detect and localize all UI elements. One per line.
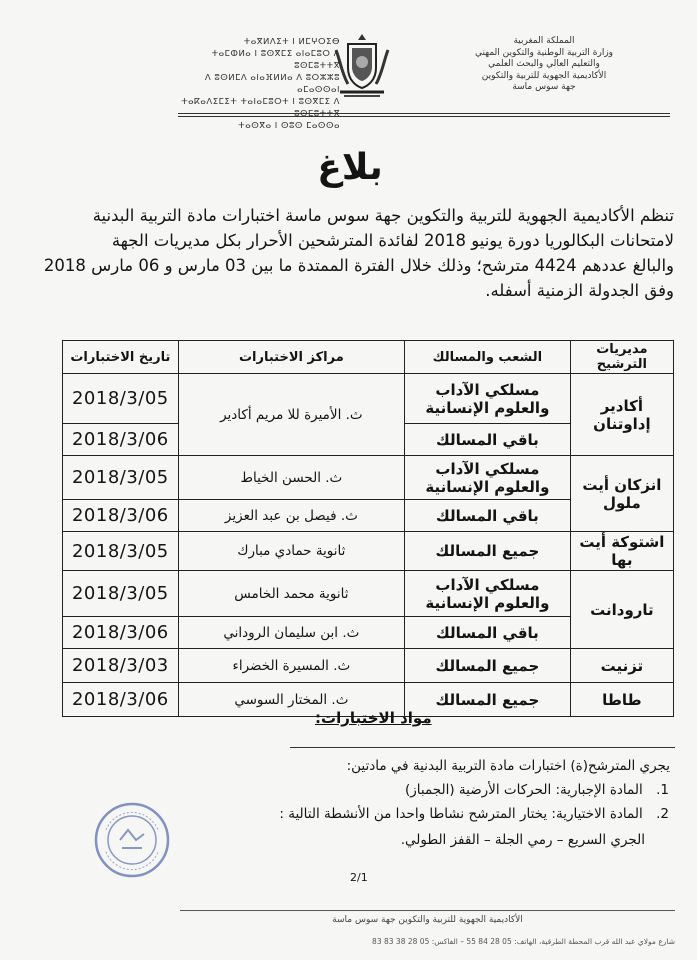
table-header-row: [63, 341, 674, 374]
table-row: [63, 456, 674, 500]
header-arabic-line: الأكاديمية الجهوية للتربية والتكوين: [481, 70, 607, 81]
list-item-number: 1.: [656, 782, 669, 798]
intro-paragraph: [43, 203, 674, 303]
cell-center: ثانوية حمادي مبارك: [178, 532, 404, 571]
cell-date: 2018/3/06: [63, 424, 179, 456]
footer: [180, 910, 675, 925]
cell-center: ث. المختار السوسي: [178, 683, 404, 717]
cell-branch: جميع المسالك: [405, 532, 571, 571]
cell-branch: باقي المسالك: [405, 500, 571, 532]
header-arabic-line: والتعليم العالي والبحث العلمي: [488, 59, 600, 69]
intro-line: لامتحانات البكالوريا دورة يونيو 2018 لفائدة المترشحين الأحرار بكل مديريات الجهة: [111, 231, 674, 250]
list-item: [405, 782, 669, 798]
cell-date: 2018/3/06: [63, 500, 179, 532]
header-divider: [178, 113, 670, 114]
cell-date: 2018/3/05: [63, 571, 179, 617]
list-item-text: المادة الاختيارية: يختار المترشح نشاطا واحدا من الأنشطة التالية :: [279, 806, 643, 822]
cell-center: ثانوية محمد الخامس: [178, 571, 404, 617]
table-row: [63, 374, 674, 424]
header-tifinagh-line: ⵜⴰⴳⵍⴷⵉⵜ ⵏ ⵍⵎⵖⵔⵉⴱ: [243, 37, 340, 47]
cell-date: 2018/3/05: [63, 456, 179, 500]
cell-branch: جميع المسالك: [405, 683, 571, 717]
cell-branch: مسلكي الآداب والعلوم الإنسانية: [405, 374, 571, 424]
footer-address: شارع مولاي عبد الله قرب المحطة الطرقية، الهاتف: 05 28 84 55 – الفاكس: 05 28 38 83 83: [372, 937, 675, 946]
subjects-intro: يجري المترشح(ة) اختبارات مادة التربية البدنية في مادتين:: [346, 758, 670, 774]
coat-of-arms-icon: [330, 30, 394, 102]
col-header-directorate: مديريات الترشيح: [570, 341, 673, 374]
list-item: [279, 806, 669, 822]
cell-date: 2018/3/05: [63, 532, 179, 571]
cell-branch: مسلكي الآداب والعلوم الإنسانية: [405, 456, 571, 500]
cell-directorate: اشتوكة أيت بها: [570, 532, 673, 571]
schedule-table: [62, 340, 674, 717]
header-tifinagh-line: ⵜⴰⵙⴳⴰ ⵏ ⵙⵓⵙ ⵎⴰⵙⵙⴰ: [238, 121, 340, 131]
cell-directorate: انزكان أيت ملول: [570, 456, 673, 532]
header-tifinagh-line: ⴷ ⵓⵙⵍⵎⴷ ⴰⵏⴰⴼⵍⵍⴰ ⴷ ⵓⵔⵣⵣⵓ ⴰⵎⴰⵙⵙⴰⵏ: [204, 73, 340, 95]
header-arabic-line: وزارة التربية الوطنية والتكوين المهني: [474, 47, 614, 58]
intro-line: تنظم الأكاديمية الجهوية للتربية والتكوين جهة سوس ماسة اختبارات مادة التربية البدنية: [92, 206, 674, 225]
header-divider: [178, 116, 670, 117]
header-arabic-line: المملكة المغربية: [513, 36, 575, 46]
cell-center: ث. الحسن الخياط: [178, 456, 404, 500]
intro-line: وفق الجدولة الزمنية أسفله.: [485, 281, 674, 300]
header-tifinagh-line: ⵜⴰⴽⴰⴷⵉⵎⵉⵜ ⵜⴰⵏⴰⵎⵓⵔⵜ ⵏ ⵓⵙⴳⵎⵉ ⴷ ⵓⵙⵎⵓⵜⵜⴳ: [181, 97, 340, 119]
table-row: [63, 532, 674, 571]
page-number: 2/1: [350, 871, 368, 884]
table-row: [63, 649, 674, 683]
col-header-center: مراكز الاختبارات: [178, 341, 404, 374]
cell-directorate: طاطا: [570, 683, 673, 717]
subjects-heading: مواد الاختبارات:: [315, 709, 432, 727]
cell-date: 2018/3/06: [63, 617, 179, 649]
cell-branch: جميع المسالك: [405, 649, 571, 683]
col-header-date: تاريخ الاختبارات: [63, 341, 179, 374]
intro-line: والبالغ عددهم 4424 مترشح؛ وذلك خلال الفترة الممتدة ما بين 03 مارس و 06 مارس 2018: [43, 256, 674, 275]
header-arabic-line: جهة سوس ماسة: [512, 82, 576, 92]
official-stamp-icon: [92, 800, 172, 880]
cell-directorate: تزنيت: [570, 649, 673, 683]
header-tifinagh: [180, 36, 340, 132]
subjects-box: [279, 747, 675, 868]
cell-center: ث. المسيرة الخضراء: [178, 649, 404, 683]
footer-line: الأكاديمية الجهوية للتربية والتكوين جهة سوس ماسة: [180, 910, 675, 925]
cell-center: ث. الأميرة للا مريم أكادير: [178, 374, 404, 456]
cell-directorate: تارودانت: [570, 571, 673, 649]
list-item-number: 2.: [656, 806, 669, 822]
header-arabic: [429, 36, 659, 94]
cell-center: ث. فيصل بن عبد العزيز: [178, 500, 404, 532]
options-line: الجري السريع – رمي الجلة – القفز الطولي.: [400, 832, 645, 848]
header-tifinagh-line: ⵜⴰⵎⵀⵍⴰ ⵏ ⵓⵙⴳⵎⵉ ⴰⵏⴰⵎⵓⵔ ⴷ ⵓⵙⵎⵓⵜⵜⴳ: [211, 49, 340, 71]
cell-branch: مسلكي الآداب والعلوم الإنسانية: [405, 571, 571, 617]
cell-directorate: أكادير إداوتنان: [570, 374, 673, 456]
document-title: بلاغ: [317, 147, 383, 188]
col-header-branch: الشعب والمسالك: [405, 341, 571, 374]
table-row: [63, 571, 674, 617]
list-item-text: المادة الإجبارية: الحركات الأرضية (الجمباز): [404, 782, 643, 798]
cell-date: 2018/3/03: [63, 649, 179, 683]
cell-date: 2018/3/06: [63, 683, 179, 717]
cell-date: 2018/3/05: [63, 374, 179, 424]
cell-branch: باقي المسالك: [405, 424, 571, 456]
cell-branch: باقي المسالك: [405, 617, 571, 649]
cell-center: ث. ابن سليمان الروداني: [178, 617, 404, 649]
